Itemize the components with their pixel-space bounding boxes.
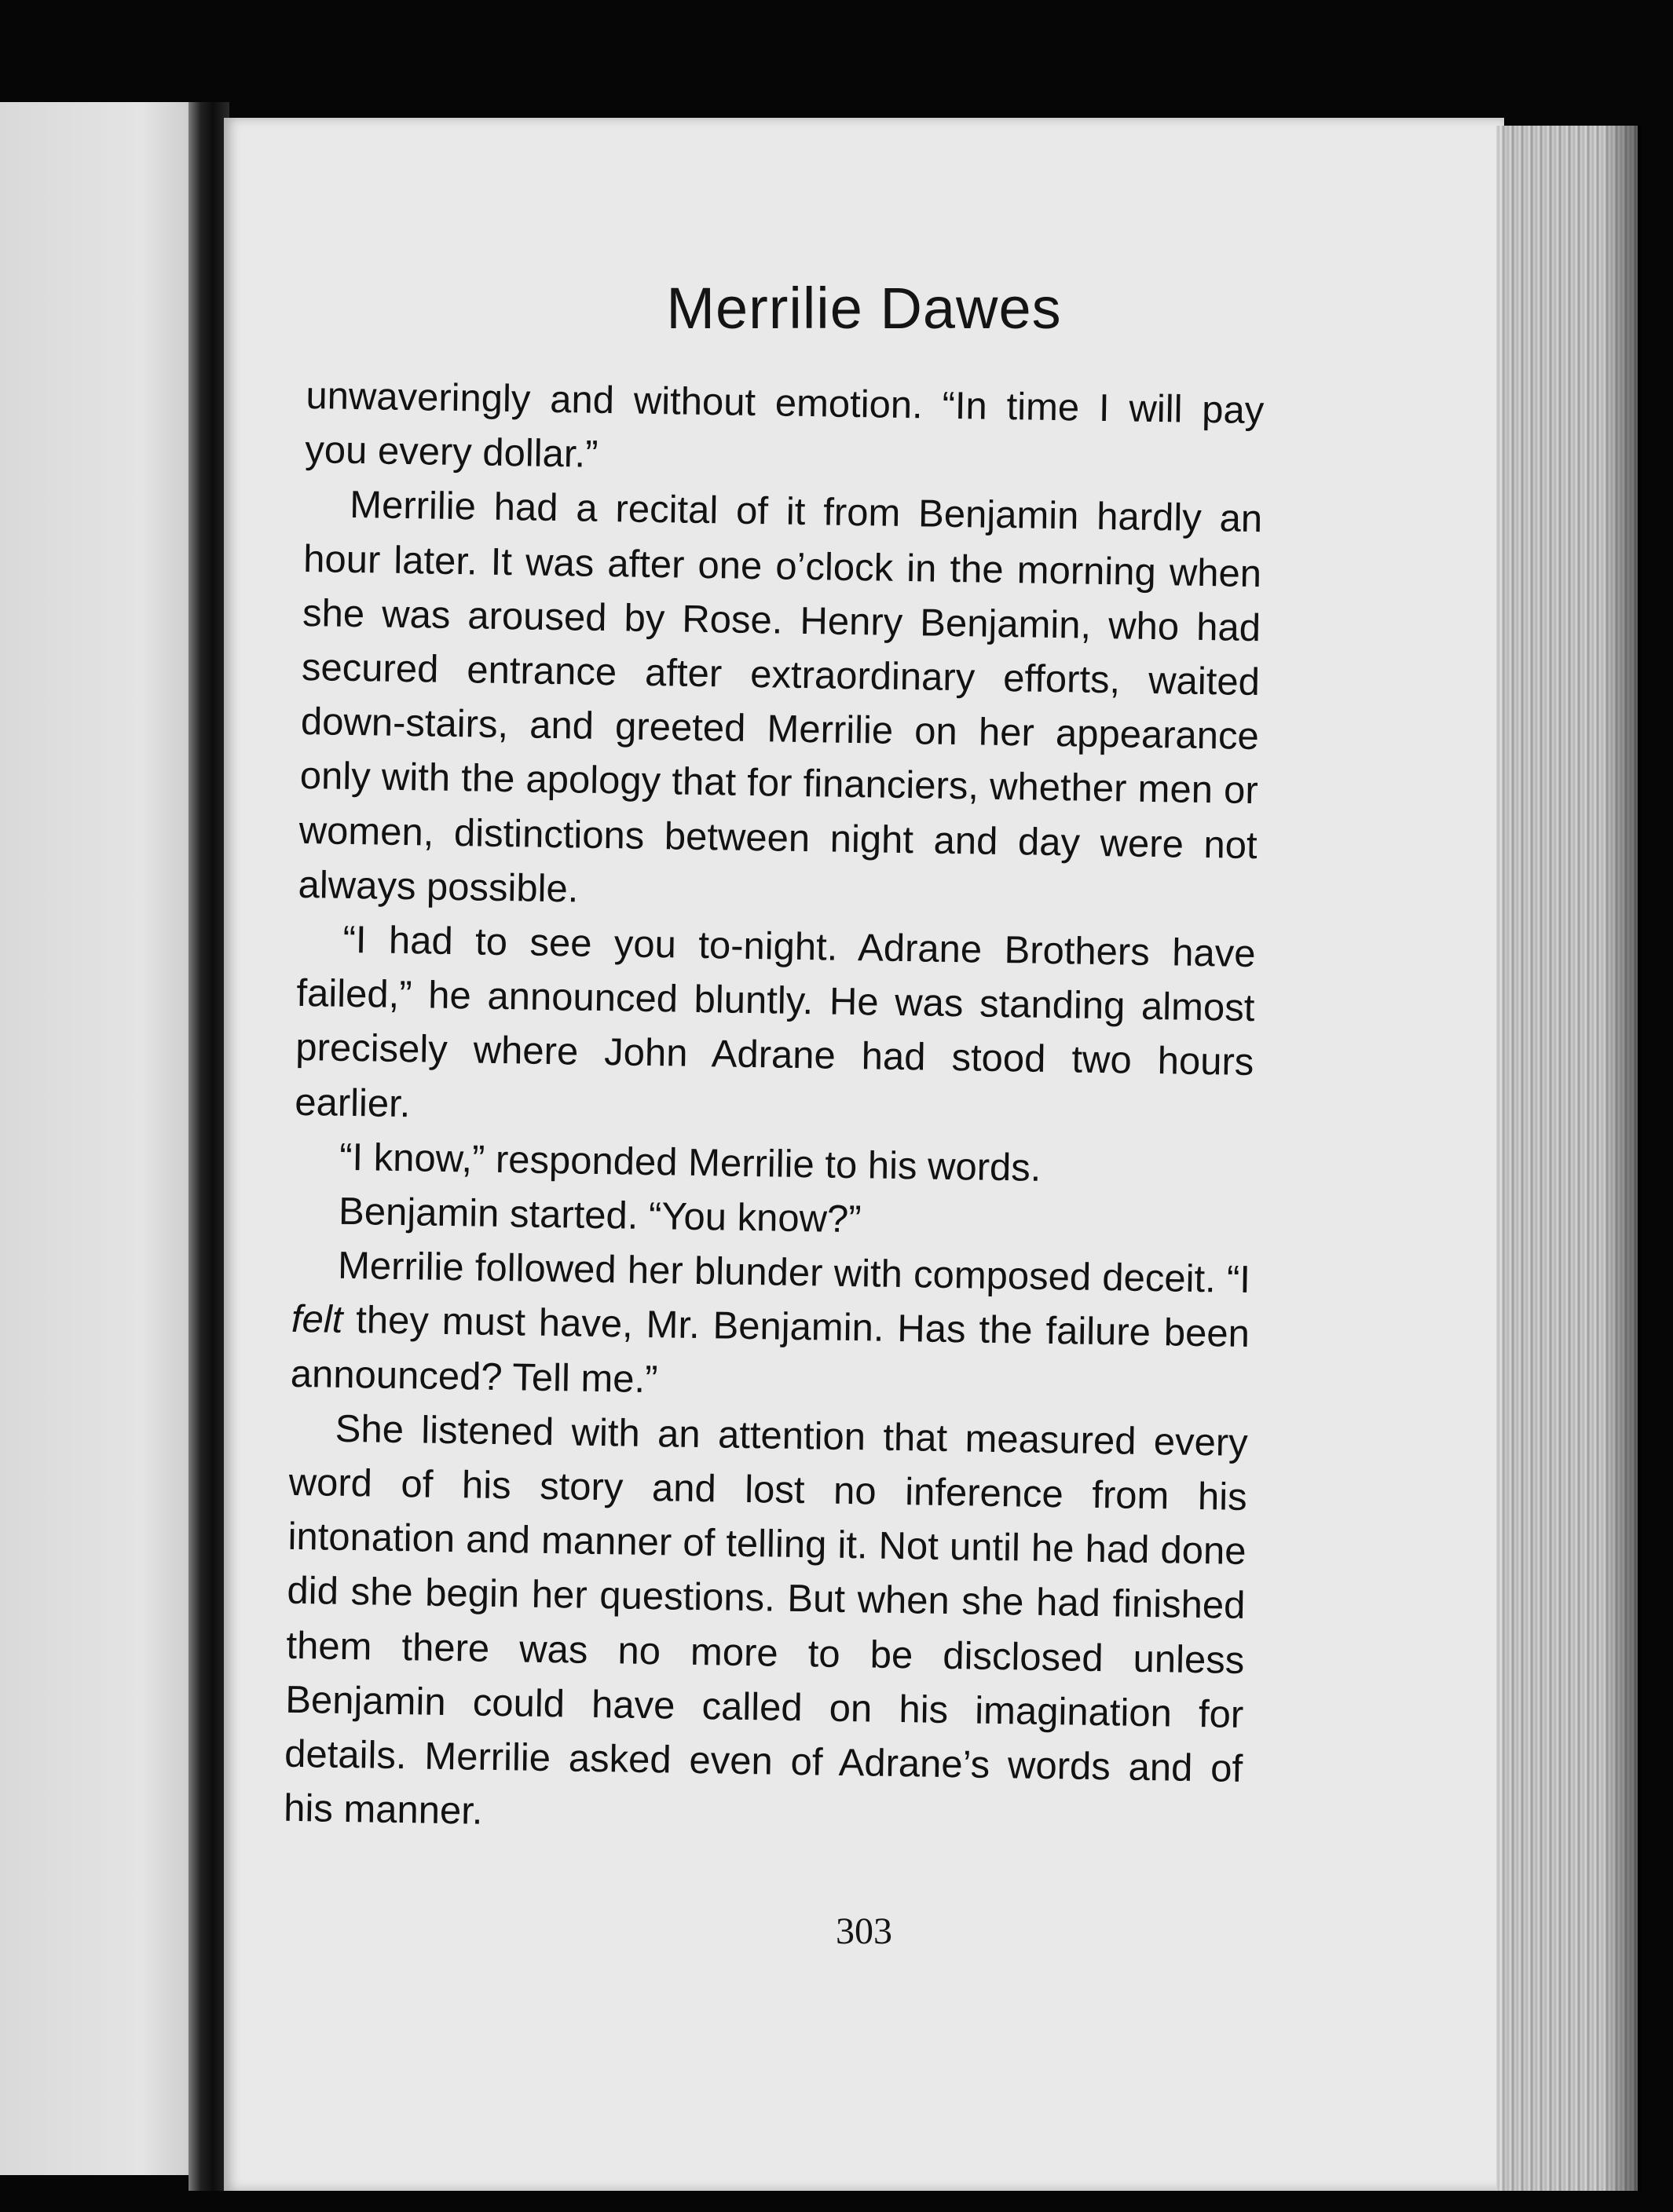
paragraph-7: She listened with an attention that measured every word of his story and lost no inference from his intonation and manner of telling it. Not until he had done did she begin her questions. But when she had finished them there was no more to be disclosed unless Benjamin could have called on his imagination for details. Merrilie asked even of Adrane’s words and of his manner. [283, 1407, 1249, 1834]
emphasis-felt: felt [291, 1298, 343, 1342]
paragraph-6-after: they must have, Mr. Benjamin. Has the failure been announced? Tell me.” [290, 1299, 1250, 1401]
paragraph-6-before: Merrilie followed her blunder with composed deceit. “I [337, 1245, 1251, 1302]
paragraph-4: “I know,” responded Merrilie to his words. [339, 1135, 1042, 1190]
facing-page-edge [0, 102, 203, 2175]
paragraph-2: Merrilie had a recital of it from Benjamin hardly an hour later. It was after one o’clock in the morning when she was aroused by Rose. Henry Benjamin, who had secured entrance after extraordinary efforts, waited down-stairs, and greeted Merrilie on her appearance only with the apology that for financiers, whether men or women, distinctions between night and day were not always possible. [298, 484, 1263, 911]
page-number: 303 [836, 1910, 892, 1952]
paragraph-5: Benjamin started. “You know?” [338, 1190, 862, 1241]
page-edges-shadow [1602, 126, 1642, 2191]
paragraph-3: “I had to see you to-night. Adrane Brothers have failed,” he announced bluntly. He was standing almost precisely where John Adrane had stood two hours earlier. [294, 918, 1256, 1125]
paragraph-6 [290, 1238, 1250, 1417]
paragraph-1: unwaveringly and without emotion. “In time I will pay you every dollar.” [304, 374, 1265, 477]
body-text [284, 369, 1265, 1851]
running-head: Merrilie Dawes [666, 276, 1062, 341]
